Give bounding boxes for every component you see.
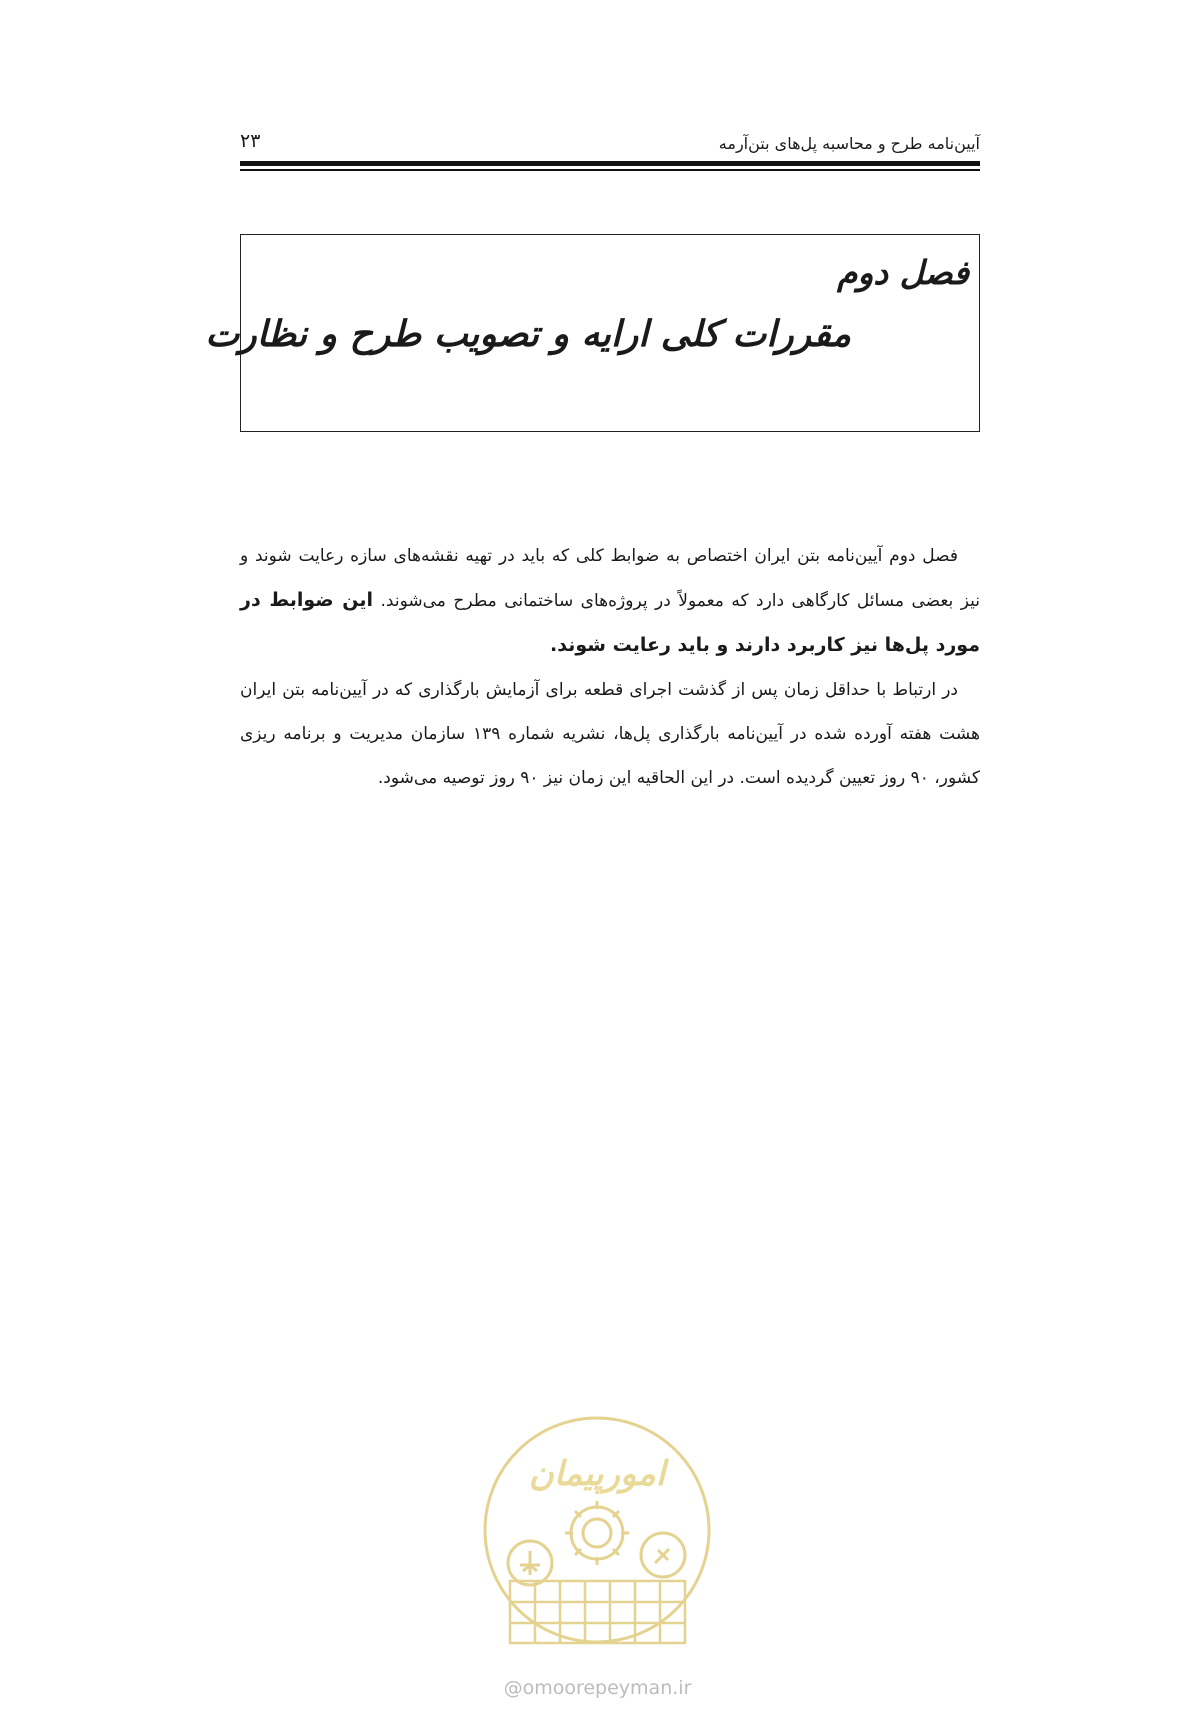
header-rule-thick [240, 161, 980, 166]
watermark-logo [480, 1405, 715, 1715]
page-number: ۲۳ [240, 130, 261, 152]
chapter-title-box [205, 234, 980, 432]
paragraph-1 [240, 534, 980, 668]
watermark-caption: @omoorepeyman.ir [503, 1677, 692, 1699]
chapter-label: فصل دوم [837, 253, 969, 292]
watermark-logo-text: امورپیمان [528, 1454, 666, 1494]
running-title: آیین‌نامه طرح و محاسبه پل‌های بتن‌آرمه [718, 134, 980, 153]
header-rule-thin [240, 169, 980, 171]
paragraph-1-emphasis: این ضوابط در مورد پل‌ها نیز کاربرد دارند و باید رعایت شوند. [240, 589, 980, 656]
paragraph-2: در ارتباط با حداقل زمان پس از گذشت اجرای قطعه برای آزمایش بارگذاری که در آیین‌نامه بتن ایران هشت هفته آورده شده در آیین‌نامه بارگذاری پل‌ها، نشریه شماره ۱۳۹ سازمان مدیریت و برنامه ریزی کشور، ۹۰ روز تعیین گردیده است. در این الحاقیه این زمان نیز ۹۰ روز توصیه می‌شود. [240, 680, 980, 788]
paragraph-1-text: فصل دوم آیین‌نامه بتن ایران اختصاص به ضوابط کلی که باید در تهیه نقشه‌های سازه رعایت شوند و نیز بعضی مسائل کارگاهی دارد که معمولاً در پروژه‌های ساختمانی مطرح می‌شوند. [240, 546, 980, 611]
body-text [240, 534, 980, 800]
watermark-seal-icon [480, 1405, 715, 1665]
chapter-title: مقررات کلی ارایه و تصویب طرح و نظارت [205, 313, 851, 355]
running-header [240, 128, 980, 156]
